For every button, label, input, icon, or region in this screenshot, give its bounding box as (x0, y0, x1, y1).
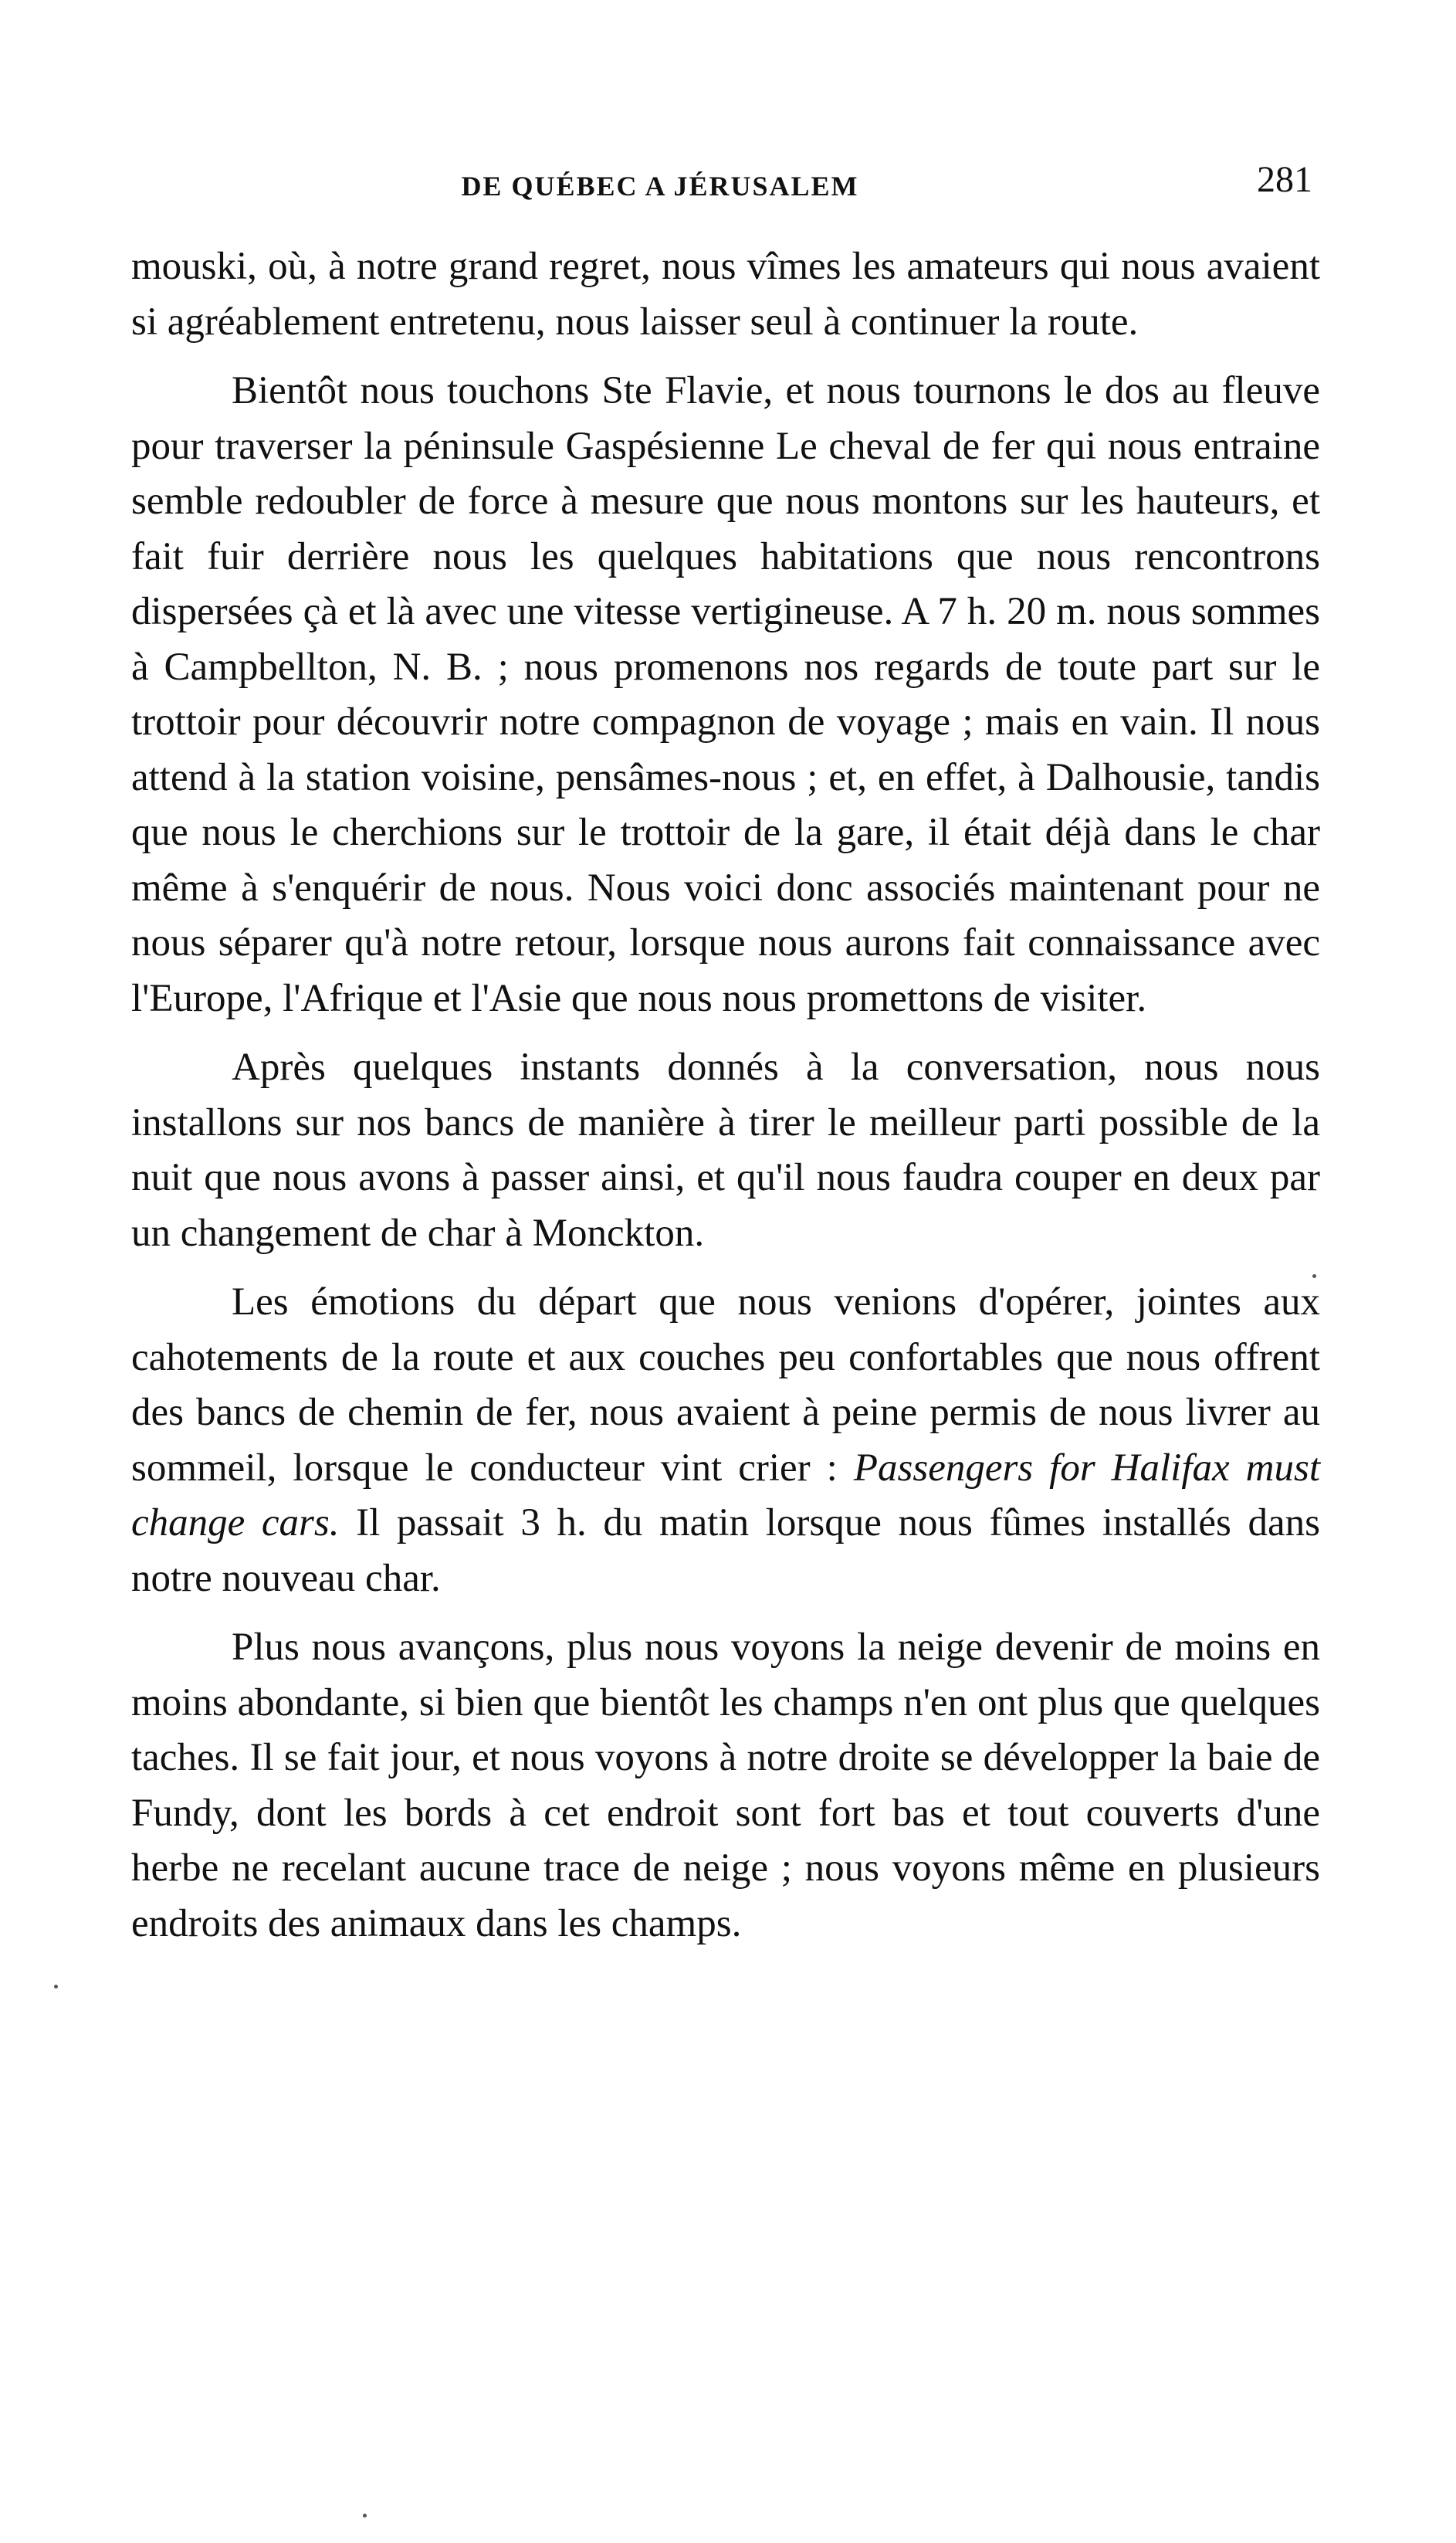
running-header (131, 158, 1312, 212)
paragraph-halifax (131, 1275, 1320, 1606)
paragraph-halifax-text-after: Il passait 3 h. du matin lorsque nous fûmes installés dans notre nouveau char. (131, 1501, 1320, 1600)
paragraph-continuation: mouski, où, à notre grand regret, nous vîmes les amateurs qui nous avaient si agréablement entretenu, nous laisser seul à continuer la route. (131, 245, 1320, 344)
paragraph-halifax-text-before: Les émotions du départ que nous venions d'opérer, jointes aux cahotements de la route et aux couches peu confortables que nous offrent des bancs de chemin de fer, nous avaient à peine permis de nous livrer au sommeil, lorsque le conducteur vint crier : (131, 1280, 1320, 1490)
page-number: 281 (1257, 159, 1312, 200)
paragraph-campbellton: Bientôt nous touchons Ste Flavie, et nous tournons le dos au fleuve pour traverser la péninsule Gaspésienne Le cheval de fer qui nous entraine semble redoubler de force à mesure que nous montons sur les hauteurs, et fait fuir derrière nous les quelques habitations que nous rencontrons dispersées çà et là avec une vitesse vertigineuse. A 7 h. 20 m. nous sommes à Campbellton, N. B. ; nous promenons nos regards de toute part sur le trottoir pour découvrir notre compagnon de voyage ; mais en vain. Il nous attend à la station voisine, pensâmes-nous ; et, en effet, à Dalhousie, tandis que nous le cherchions sur le trottoir de la gare, il était déjà dans le char même à s'enquérir de nous. Nous voici donc associés maintenant pour ne nous séparer qu'à notre retour, lorsque nous aurons fait connaissance avec l'Europe, l'Afrique et l'Asie que nous nous promettons de visiter. (131, 369, 1320, 1020)
paragraph-fundy: Plus nous avançons, plus nous voyons la neige devenir de moins en moins abondante, si bien que bientôt les champs n'en ont plus que quelques taches. Il se fait jour, et nous voyons à notre droite se développer la baie de Fundy, dont les bords à cet endroit sont fort bas et tout couverts d'une herbe ne recelant aucune trace de neige ; nous voyons même en plusieurs endroits des animaux dans les champs. (131, 1626, 1320, 1945)
margin-speck (54, 1985, 58, 1989)
margin-speck (1312, 1274, 1316, 1278)
paragraph-conversation: Après quelques instants donnés à la conversation, nous nous installons sur nos bancs de manière à tirer le meilleur parti possible de la nuit que nous avons à passer ainsi, et qu'il nous faudra couper en deux par un changement de char à Monckton. (131, 1046, 1320, 1255)
margin-speck (363, 2514, 367, 2518)
running-title: DE QUÉBEC A JÉRUSALEM (461, 171, 859, 202)
body-text (131, 239, 1320, 1965)
paragraph-halifax-italic-quote: Passengers for Halifax must change cars. (131, 1446, 1320, 1544)
